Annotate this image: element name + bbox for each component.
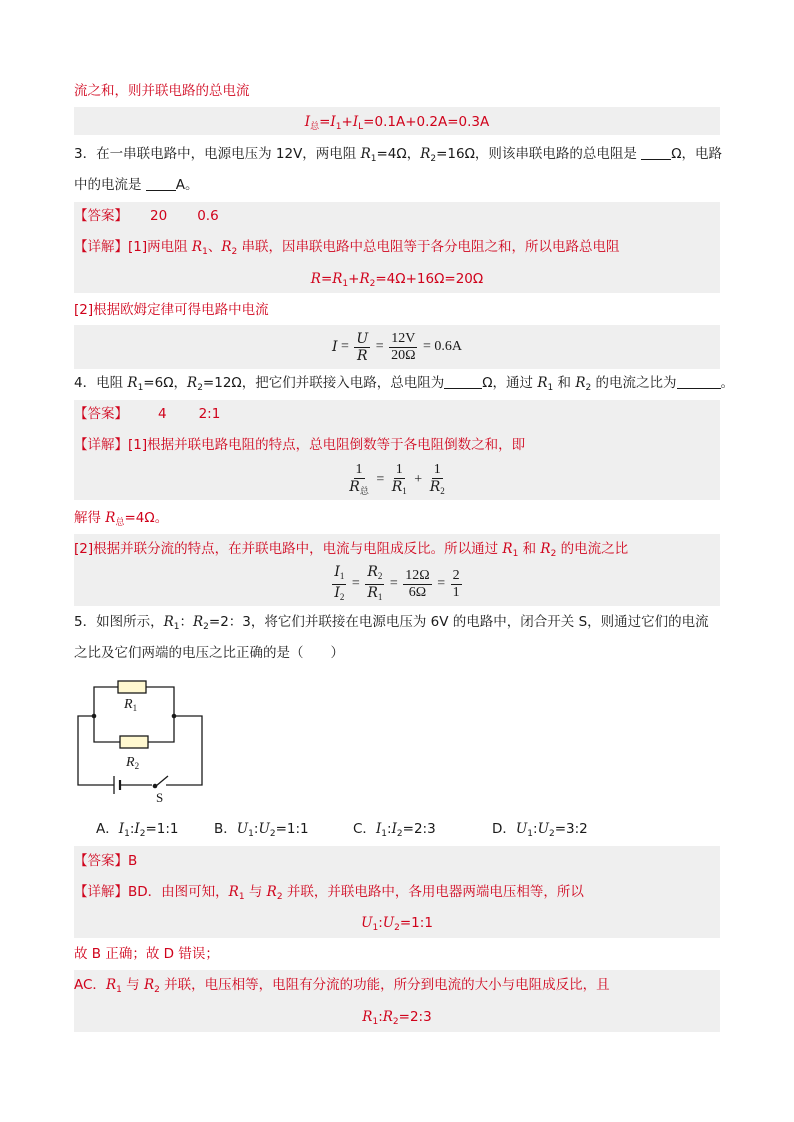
q5-voltage-ratio-equation: $U_1:U_2=1:1$ <box>361 915 433 933</box>
q5-option-b[interactable]: B．$U_1:U_2=1:1$ <box>214 821 309 839</box>
q5-answer: 【答案】B <box>74 853 138 869</box>
label-switch: S <box>156 790 164 805</box>
label-r1: $R_1$ <box>124 697 138 713</box>
wire-mid-right <box>148 716 174 742</box>
q4-detail-1: 【详解】[1]根据并联电路电阻的特点，总电阻倒数等于各电阻倒数之和，即 <box>74 437 526 453</box>
q5-question-line1: 5．如图所示，$R_1$：$R_2=2$：3，将它们并联接在电源电压为 6V 的电路中，闭合开关 S，则通过它们的电流 <box>74 614 709 632</box>
switch-pivot <box>153 784 158 789</box>
q3-question-line2: 中的电流是 A。 <box>74 177 199 193</box>
q5-detail-1: 【详解】BD．由图可知，$R_1$ 与 $R_2$ 并联，并联电路中，各用电器两端电压相等，所以 <box>74 884 584 902</box>
q4-solve-line: 解得 $R_总=4\Omega$。 <box>74 510 169 528</box>
q5-conclusion: 故 B 正确；故 D 错误； <box>74 946 219 962</box>
q3-blank-1 <box>641 145 671 160</box>
q5-option-d[interactable]: D．$U_1:U_2=3:2$ <box>492 821 588 839</box>
q5-option-c[interactable]: C．$I_1:I_2=2:3$ <box>353 821 436 839</box>
junction-right <box>172 714 177 719</box>
q5-option-a[interactable]: A．$I_1:I_2=1:1$ <box>96 821 179 839</box>
resistor-r1 <box>118 681 146 693</box>
q2-total-current-equation: $I_总=I_1+I_L=0.1A+0.2A=0.3A$ <box>304 114 490 132</box>
q3-ohm-equation: I = $\frac{U}{R}$ = $\frac{12V}{20\Omega}$ = 0.6A <box>331 330 463 364</box>
label-r2: $R_2$ <box>126 755 140 771</box>
q5-ac-detail: AC．$R_1$ 与 $R_2$ 并联，电压相等，电阻有分流的功能，所分到电流的大小与电阻成反比，且 <box>74 977 610 995</box>
q4-blank-1 <box>444 374 482 389</box>
q4-current-ratio-equation: $\frac{I_1}{I_2}$ = $\frac{R_2}{R_1}$ = $\frac{12\Omega}{6\Omega}$ = $\frac{2}{1}$ <box>334 563 460 602</box>
q4-question: 4．电阻 $R_1=6\Omega$，$R_2=12\Omega$，把它们并联接入电路，总电阻为 Ω，通过 $R_1$ 和 $R_2$ 的电流之比为 。 <box>74 375 735 393</box>
resistor-r2 <box>120 736 148 748</box>
q4-parallel-resistance-equation: $\frac{1}{R_总}$ = $\frac{1}{R_1}$ + $\frac{1}{R_2}$ <box>349 461 445 496</box>
q4-detail-2: [2]根据并联分流的特点，在并联电路中，电流与电阻成反比。所以通过 $R_1$ 和 $R_2$ 的电流之比 <box>74 541 629 559</box>
wire-top-right <box>146 687 174 716</box>
q3-question-line1: 3．在一串联电路中，电源电压为 12V，两电阻 $R_1=4\Omega$，$R_2=16\Omega$，则该串联电路的总电阻是 Ω，电路 <box>74 146 723 164</box>
q5-circuit-diagram <box>74 672 214 806</box>
q4-blank-2 <box>677 374 721 389</box>
wire-outer-left <box>78 716 114 785</box>
wire-outer-right <box>166 716 202 785</box>
q3-total-resistance-equation: $R=R_1+R_2=4\Omega+16\Omega=20\Omega$ <box>310 271 484 289</box>
q4-answer: 【答案】 4 2:1 <box>74 406 221 422</box>
q3-answer: 【答案】 20 0.6 <box>74 208 219 224</box>
q3-blank-2 <box>146 176 176 191</box>
q5-resistance-ratio-equation: $R_1:R_2=2:3$ <box>362 1009 432 1027</box>
wire-top-left <box>94 687 118 716</box>
wire-mid-left <box>94 716 120 742</box>
q2-tail-text: 流之和，则并联电路的总电流 <box>74 83 250 99</box>
q3-detail-2: [2]根据欧姆定律可得电路中电流 <box>74 302 269 318</box>
junction-left <box>92 714 97 719</box>
q5-question-line2: 之比及它们两端的电压之比正确的是（ ） <box>74 645 344 661</box>
q3-detail-1: 【详解】[1]两电阻 $R_1$、$R_2$ 串联，因串联电路中总电阻等于各分电阻之和，所以电路总电阻 <box>74 239 620 257</box>
